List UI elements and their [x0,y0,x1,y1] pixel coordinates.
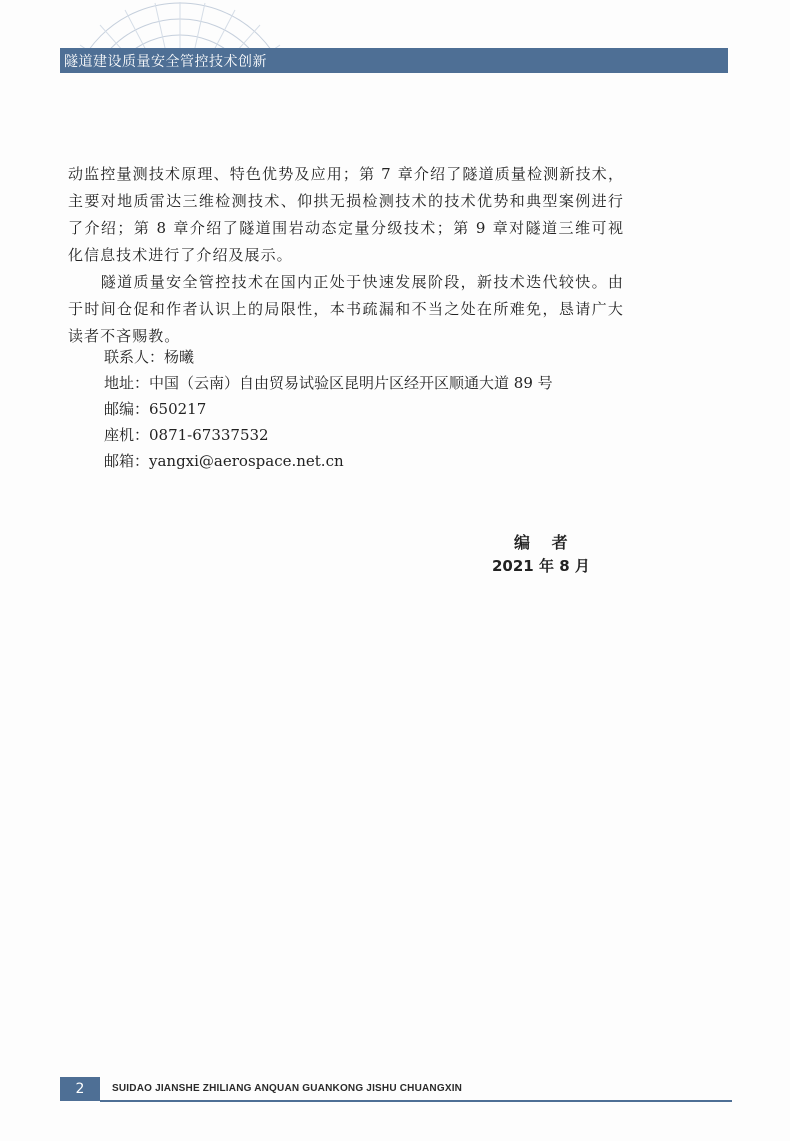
footer-running-text: SUIDAO JIANSHE ZHILIANG ANQUAN GUANKONG JISHU CHUANGXIN [112,1083,463,1094]
page-number: 2 [60,1077,100,1101]
running-header-title: 隧道建设质量安全管控技术创新 [64,54,267,70]
footer-rule [100,1100,732,1102]
paragraph-1: 动监控量测技术原理、特色优势及应用；第 7 章介绍了隧道质量检测新技术，主要对地质雷达三维检测技术、仰拱无损检测技术的技术优势和典型案例进行了介绍；第 8 章介绍了隧道围岩动态定量分级技术；第 9 章对隧道三维可视化信息技术进行了介绍及展示。 [68,165,624,264]
contact-email: 邮箱：yangxi@aerospace.net.cn [104,452,344,470]
contact-address: 地址：中国（云南）自由贸易试验区昆明片区经开区顺通大道 89 号 [104,374,553,392]
paragraph-2: 隧道质量安全管控技术在国内正处于快速发展阶段，新技术迭代较快。由于时间仓促和作者认识上的局限性，本书疏漏和不当之处在所难免，恳请广大读者不吝赐教。 [68,273,624,345]
contact-info [104,344,553,474]
header-bar [60,48,728,73]
signature-editor: 编 者 [514,533,576,552]
contact-phone: 座机：0871-67337532 [104,426,269,444]
body-text [68,161,624,350]
contact-postcode: 邮编：650217 [104,400,207,418]
contact-person: 联系人：杨曦 [104,348,195,366]
decorative-wheel-graphic [60,0,300,50]
signature-date: 2021 年 8 月 [492,557,590,575]
